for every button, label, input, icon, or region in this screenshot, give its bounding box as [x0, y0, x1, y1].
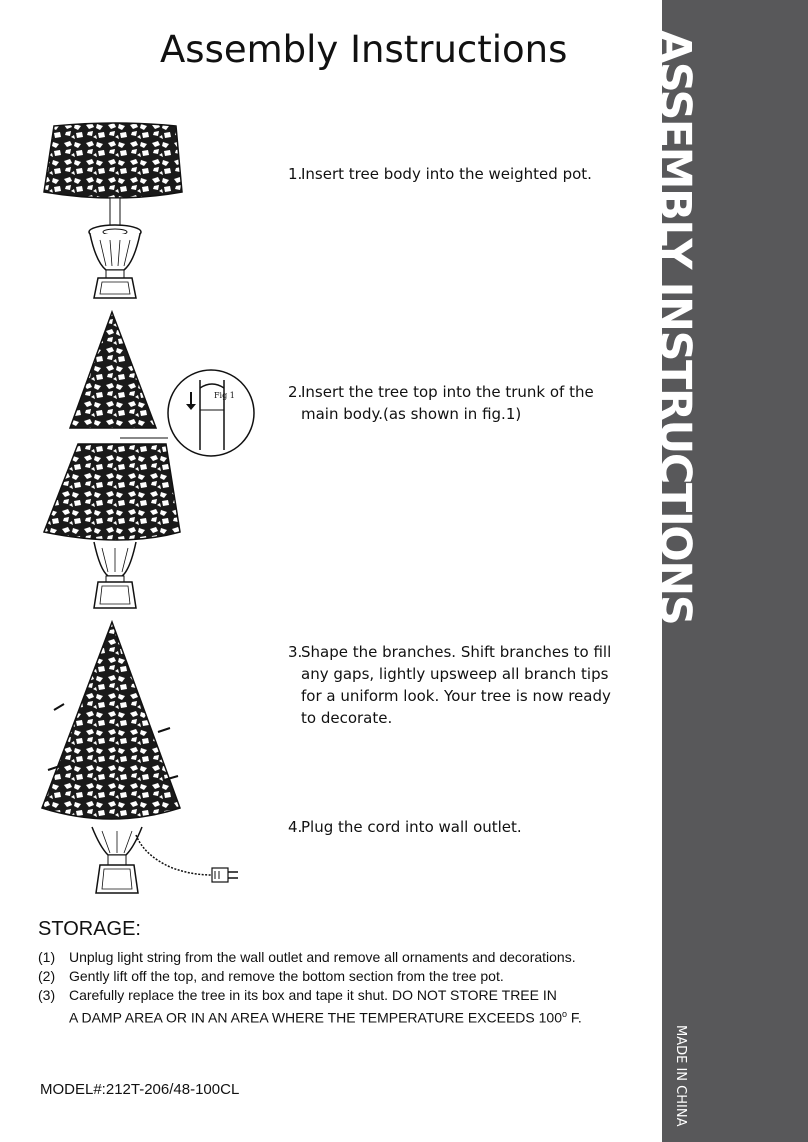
- model-number: MODEL#:212T-206/48-100CL: [40, 1081, 240, 1098]
- storage-item-1: (1) Unplug light string from the wall outlet and remove all ornaments and decorations.: [38, 949, 576, 965]
- step-3: 3.Shape the branches. Shift branches to fill any gaps, lightly upsweep all branch tips for a uniform look. Your tree is now ready to decorate.: [288, 643, 612, 727]
- storage-list: [38, 948, 658, 1028]
- storage-item-2: (2) Gently lift off the top, and remove the bottom section from the tree pot.: [38, 968, 504, 984]
- page-title: Assembly Instructions: [160, 28, 568, 71]
- step1-illustration: [40, 122, 190, 304]
- step2-illustration: [38, 310, 263, 615]
- sidebar-title: ASSEMBLY INSTRUCTIONS: [650, 30, 700, 625]
- step-2: 2.Insert the tree top into the trunk of the main body.(as shown in fig.1): [288, 383, 594, 423]
- made-in-label: MADE IN CHINA: [673, 1025, 688, 1127]
- storage-heading: STORAGE:: [38, 918, 141, 940]
- step-4: 4.Plug the cord into wall outlet.: [288, 818, 522, 836]
- fig-label: Fig 1: [214, 391, 235, 400]
- step3-illustration: [40, 620, 185, 845]
- storage-item-3: (3) Carefully replace the tree in its box and tape it shut. DO NOT STORE TREE IN A DAMP AREA OR IN AN AREA WHERE THE TEMPERATURE EXCEEDS 100$^o$ F.: [38, 987, 582, 1026]
- step-1: 1.Insert tree body into the weighted pot.: [288, 165, 592, 183]
- step4-illustration: [40, 825, 245, 900]
